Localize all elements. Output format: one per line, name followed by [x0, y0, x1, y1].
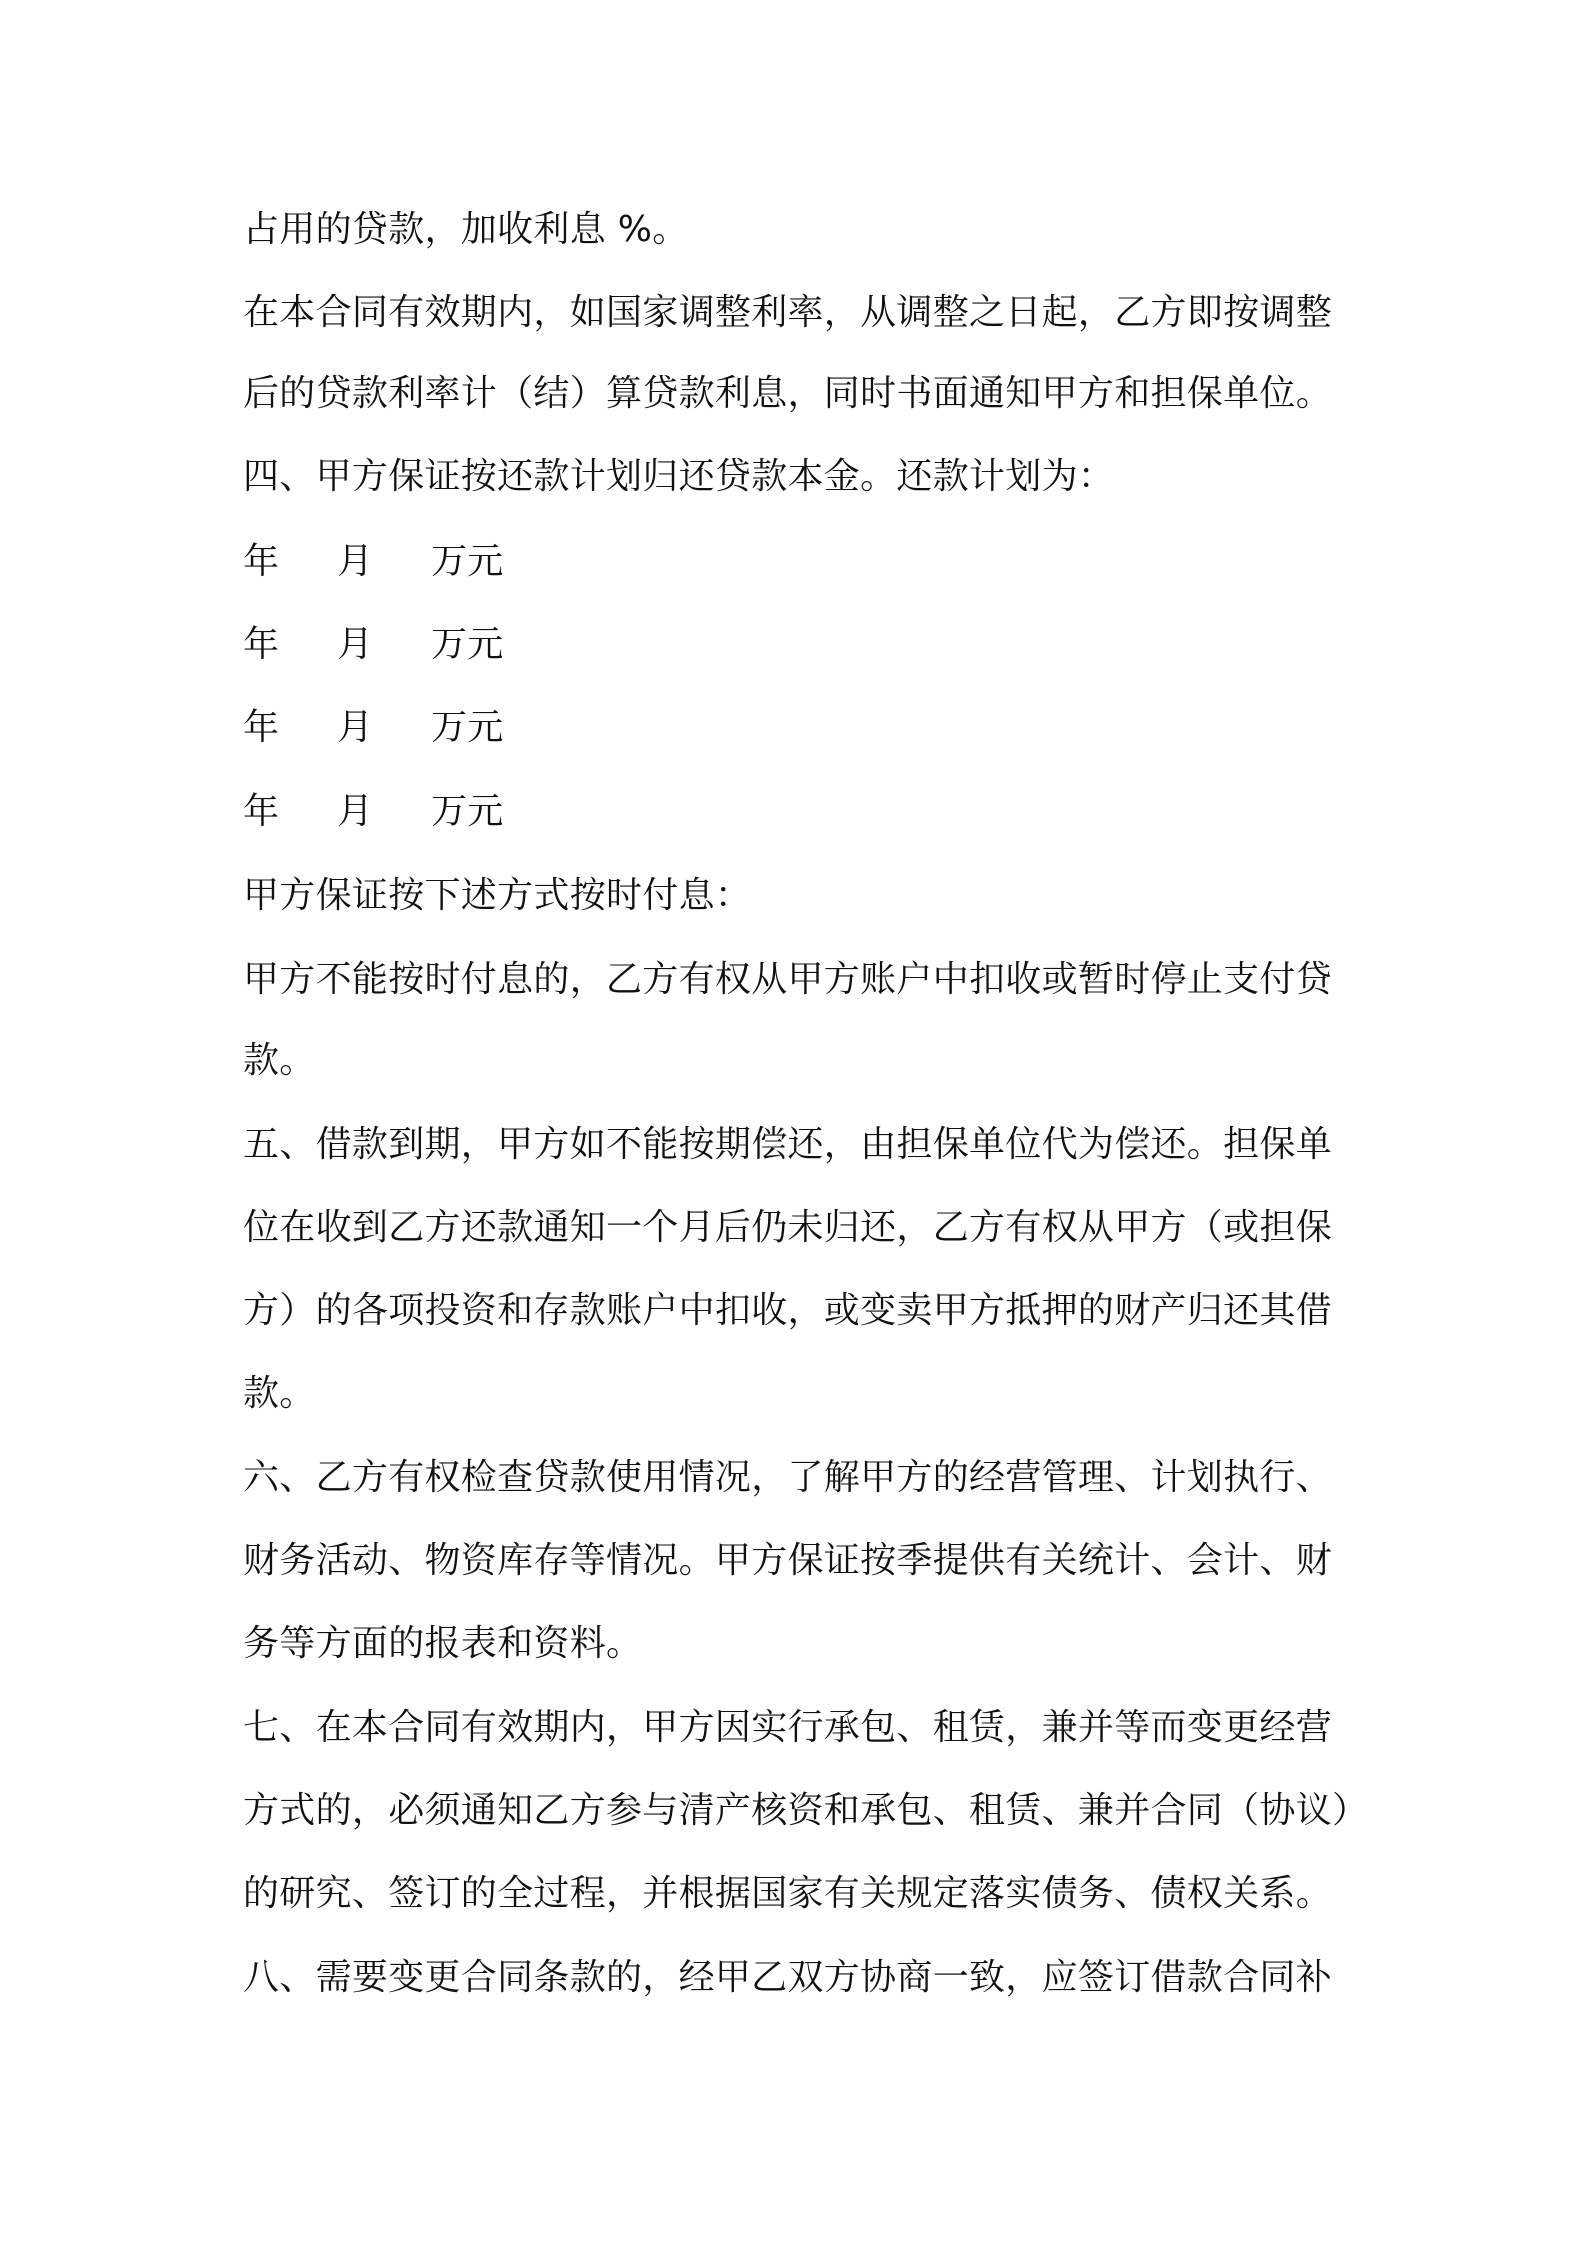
body-line: 款。 — [243, 1040, 316, 1081]
schedule-year: 年 — [243, 707, 280, 748]
repayment-schedule-row — [243, 787, 504, 837]
schedule-year: 年 — [243, 624, 280, 665]
schedule-amount: 万元 — [431, 541, 504, 582]
schedule-amount: 万元 — [431, 707, 504, 748]
schedule-amount: 万元 — [431, 624, 504, 665]
body-line: 的研究、签订的全过程，并根据国家有关规定落实债务、债权关系。 — [243, 1873, 1333, 1914]
schedule-month: 月 — [337, 541, 374, 582]
clause-heading: 六、乙方有权检查贷款使用情况，了解甲方的经营管理、计划执行、 — [243, 1457, 1333, 1498]
body-line: 款。 — [243, 1373, 316, 1414]
body-line: 方式的，必须通知乙方参与清产核资和承包、租赁、兼并合同（协议） — [243, 1790, 1369, 1831]
repayment-schedule-row — [243, 620, 504, 670]
clause-heading: 五、借款到期，甲方如不能按期偿还，由担保单位代为偿还。担保单 — [243, 1124, 1333, 1165]
body-line: 占用的贷款，加收利息 %。 — [243, 209, 689, 250]
schedule-amount: 万元 — [431, 791, 504, 832]
clause-heading: 四、甲方保证按还款计划归还贷款本金。还款计划为： — [243, 456, 1115, 497]
body-line: 财务活动、物资库存等情况。甲方保证按季提供有关统计、会计、财 — [243, 1540, 1333, 1581]
schedule-year: 年 — [243, 541, 280, 582]
repayment-schedule-row — [243, 537, 504, 587]
schedule-month: 月 — [337, 791, 374, 832]
body-line: 后的贷款利率计（结）算贷款利息，同时书面通知甲方和担保单位。 — [243, 373, 1333, 414]
schedule-year: 年 — [243, 791, 280, 832]
schedule-month: 月 — [337, 624, 374, 665]
body-line: 甲方不能按时付息的，乙方有权从甲方账户中扣收或暂时停止支付贷 — [243, 959, 1333, 1000]
body-line: 甲方保证按下述方式按时付息： — [243, 875, 752, 916]
body-line: 在本合同有效期内，如国家调整利率，从调整之日起，乙方即按调整 — [243, 292, 1333, 333]
repayment-schedule-row — [243, 703, 504, 753]
clause-heading: 八、需要变更合同条款的，经甲乙双方协商一致，应签订借款合同补 — [243, 1957, 1333, 1998]
schedule-month: 月 — [337, 707, 374, 748]
body-line: 位在收到乙方还款通知一个月后仍未归还，乙方有权从甲方（或担保 — [243, 1207, 1333, 1248]
body-line: 务等方面的报表和资料。 — [243, 1623, 643, 1664]
clause-heading: 七、在本合同有效期内，甲方因实行承包、租赁，兼并等而变更经营 — [243, 1707, 1333, 1748]
body-line: 方）的各项投资和存款账户中扣收，或变卖甲方抵押的财产归还其借 — [243, 1290, 1333, 1331]
